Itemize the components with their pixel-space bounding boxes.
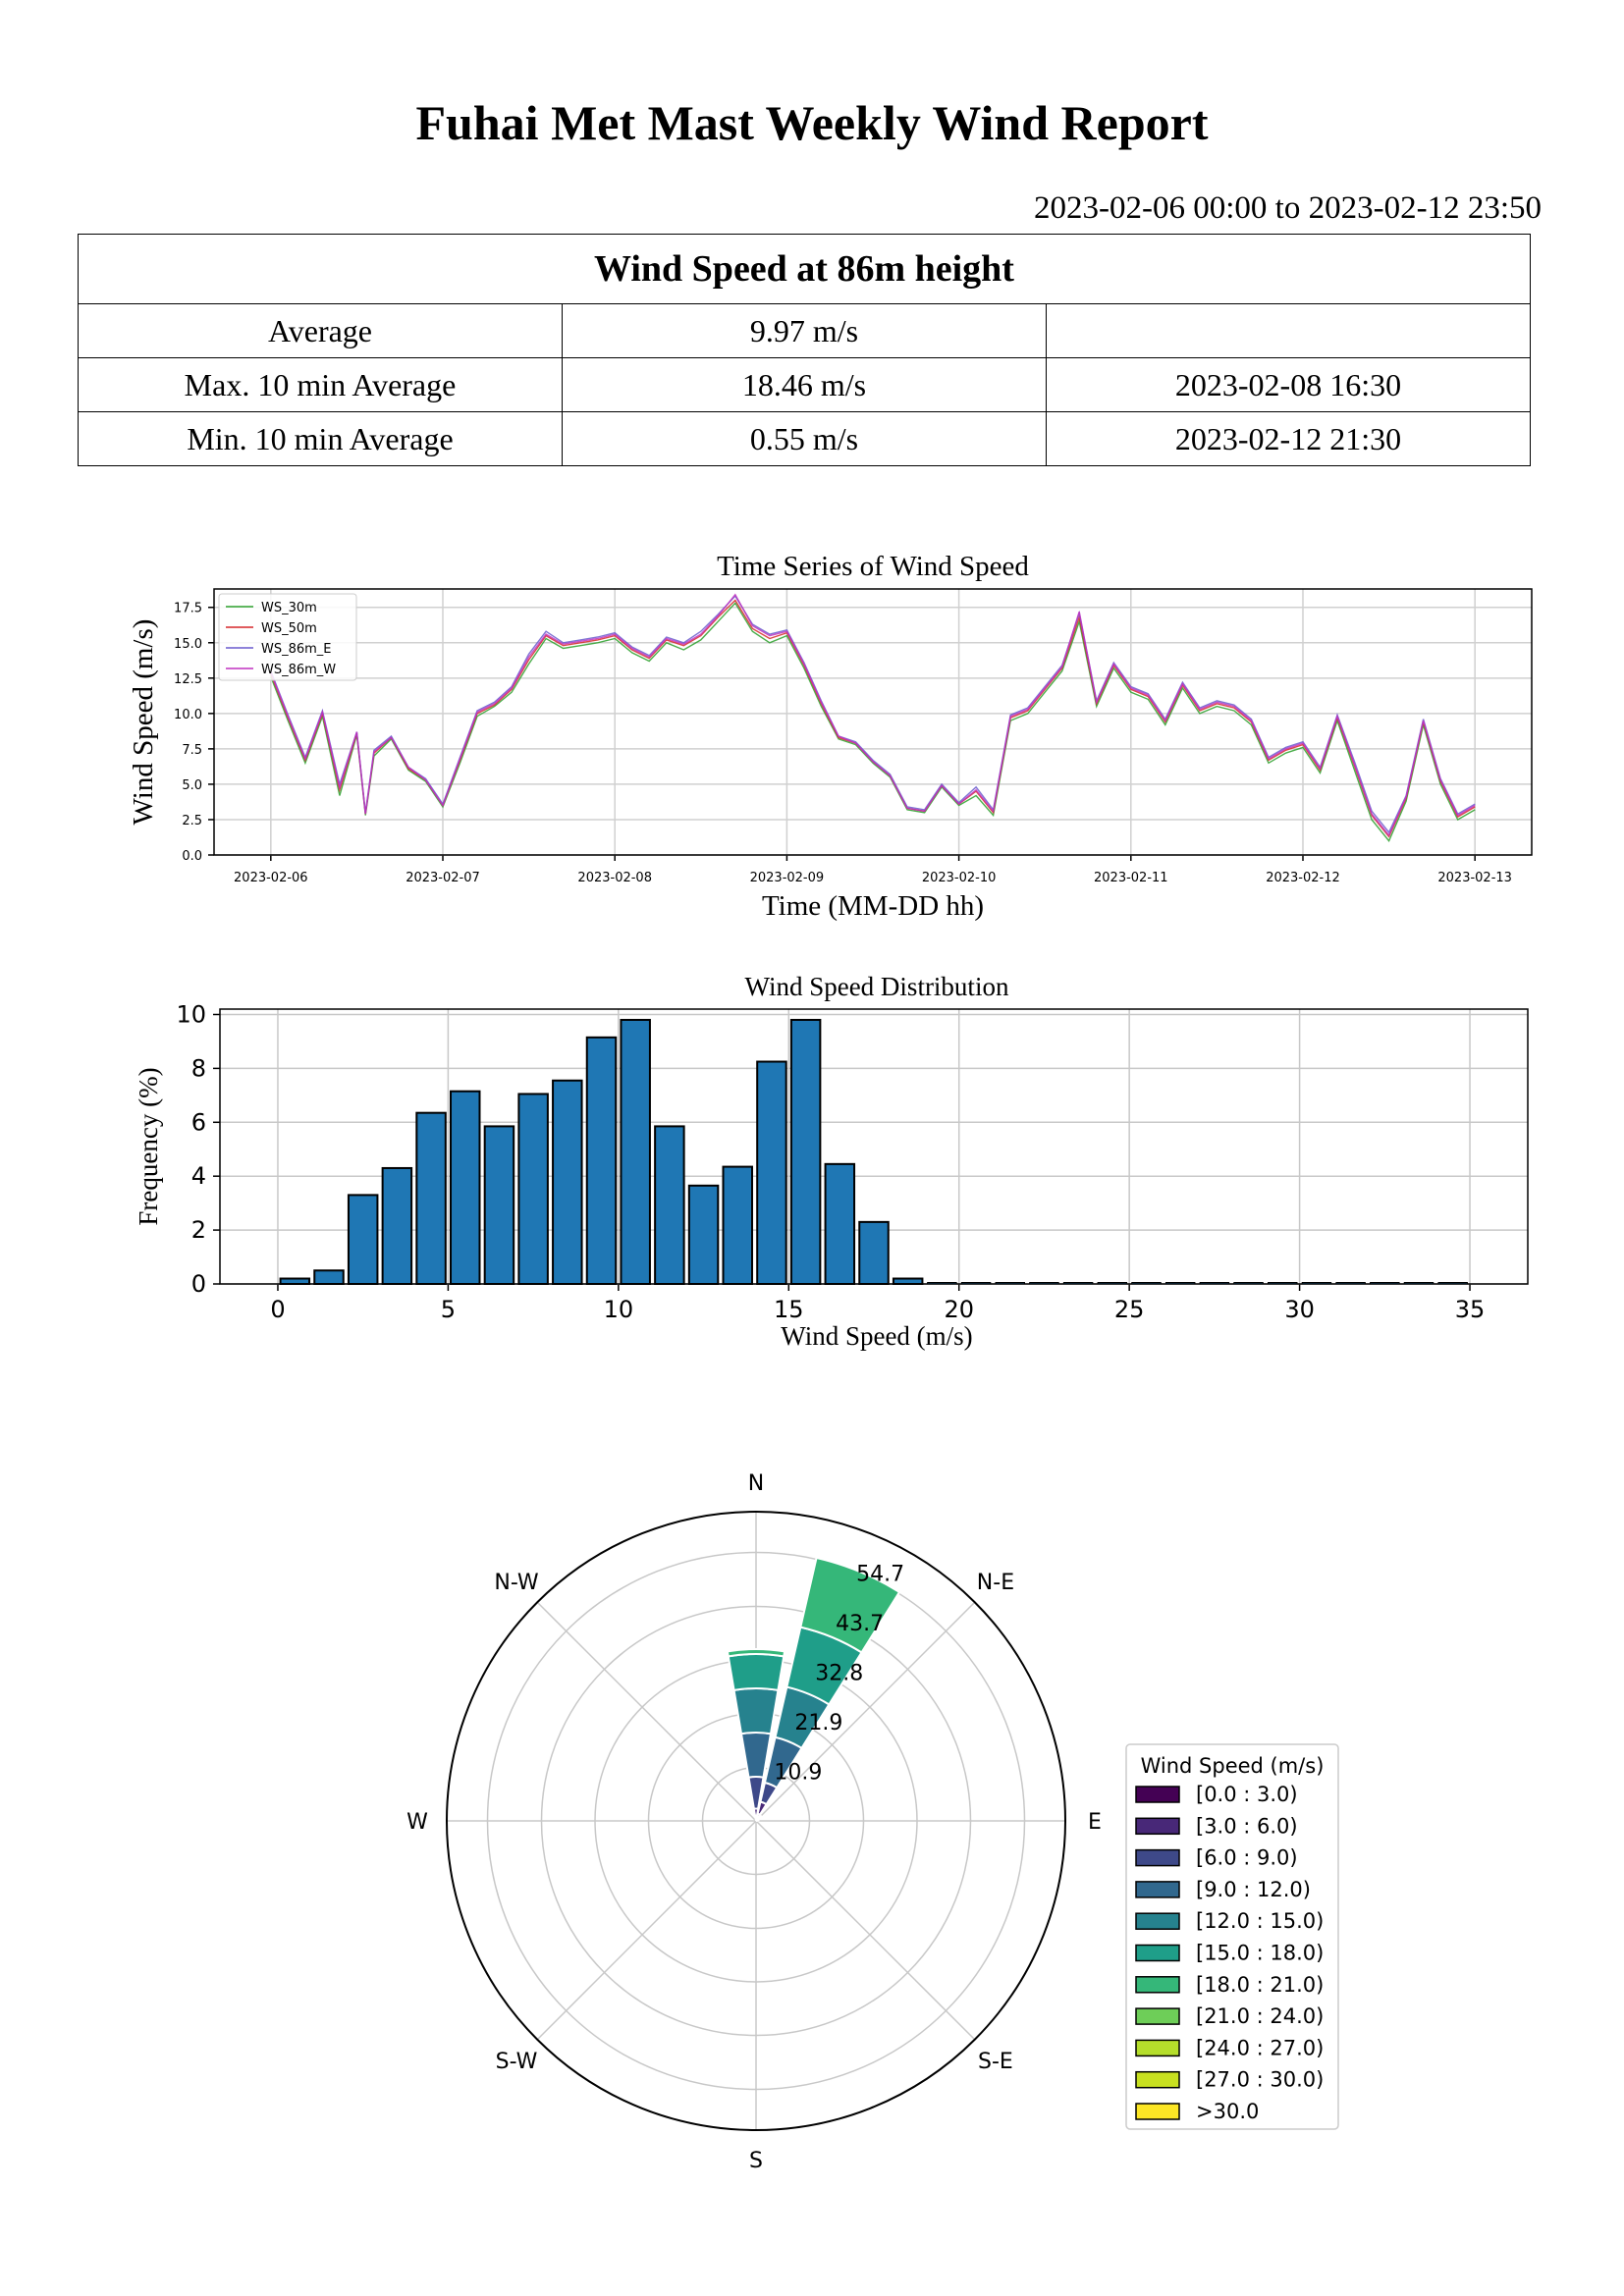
report-period: 2023-02-06 00:00 to 2023-02-12 23:50: [1034, 190, 1542, 226]
summary-value: 9.97 m/s: [563, 304, 1047, 358]
legend: [1126, 1744, 1338, 2129]
legend-swatch: [1136, 1882, 1179, 1897]
rose-segment: [729, 1654, 784, 1690]
radial-tick-label: 21.9: [794, 1710, 843, 1735]
radial-tick-label: 54.7: [856, 1562, 905, 1587]
y-tick-label: 0.0: [182, 849, 202, 864]
rose-segment: [759, 1815, 762, 1818]
legend-label: WS_30m: [261, 601, 317, 615]
y-tick-label: 5.0: [182, 777, 202, 793]
radial-tick-label: 10.9: [774, 1760, 823, 1786]
x-axis-label: Time (MM-DD hh): [761, 890, 985, 922]
x-tick-label: 30: [1284, 1296, 1315, 1323]
legend-swatch: [1136, 1946, 1179, 1961]
legend-label: WS_86m_W: [261, 663, 337, 677]
y-tick-label: 10: [176, 1000, 206, 1029]
summary-value: 0.55 m/s: [563, 412, 1047, 466]
summary-time: 2023-02-08 16:30: [1047, 358, 1531, 412]
direction-label: N-E: [976, 1571, 1015, 1596]
direction-label: N-W: [494, 1571, 539, 1596]
y-tick-label: 10.0: [174, 707, 202, 722]
rose-segment: [741, 1733, 771, 1778]
legend-label: [3.0 : 6.0): [1196, 1814, 1298, 1839]
legend-label: [12.0 : 15.0): [1196, 1909, 1325, 1934]
y-tick-label: 17.5: [174, 601, 202, 616]
legend-label: [18.0 : 21.0): [1196, 1972, 1325, 1997]
legend-swatch: [1136, 1977, 1179, 1993]
rose-segment: [758, 1820, 759, 1821]
legend-swatch: [1136, 1787, 1179, 1802]
direction-label: S-E: [978, 2049, 1013, 2074]
legend-label: [9.0 : 12.0): [1196, 1877, 1311, 1901]
rose-segment: [754, 1809, 758, 1819]
x-tick-label: 2023-02-11: [1094, 871, 1168, 885]
legend-swatch: [1136, 1913, 1179, 1929]
y-tick-label: 8: [190, 1054, 206, 1083]
legend-label: [0.0 : 3.0): [1196, 1783, 1298, 1806]
legend-swatch: [1136, 2072, 1179, 2088]
y-tick-label: 7.5: [182, 742, 202, 758]
direction-label: S: [749, 2149, 763, 2173]
y-tick-label: 4: [190, 1162, 206, 1191]
y-axis-label: Frequency (%): [134, 1067, 163, 1226]
angular-gridline: [537, 1602, 756, 1821]
direction-label: N: [747, 1471, 765, 1496]
direction-label: S-W: [495, 2049, 538, 2074]
y-tick-label: 0: [190, 1270, 206, 1298]
direction-label: E: [1088, 1810, 1102, 1835]
legend-swatch: [1136, 2008, 1179, 2024]
x-tick-label: 20: [944, 1296, 974, 1323]
y-tick-label: 2.5: [182, 813, 202, 828]
summary-label: Min. 10 min Average: [79, 412, 563, 466]
report-title: Fuhai Met Mast Weekly Wind Report: [415, 95, 1209, 150]
legend-label: [24.0 : 27.0): [1196, 2036, 1325, 2060]
legend-label: [21.0 : 24.0): [1196, 2004, 1325, 2029]
summary-label: Average: [79, 304, 563, 358]
x-tick-label: 2023-02-07: [406, 871, 480, 885]
summary-label: Max. 10 min Average: [79, 358, 563, 412]
legend-swatch: [1136, 2040, 1179, 2056]
legend-swatch: [1136, 1818, 1179, 1834]
x-tick-label: 10: [603, 1296, 634, 1323]
x-tick-label: 2023-02-08: [577, 871, 652, 885]
summary-header: Wind Speed at 86m height: [79, 235, 1531, 304]
y-tick-label: 6: [190, 1108, 206, 1137]
summary-value: 18.46 m/s: [563, 358, 1047, 412]
chart-title: Time Series of Wind Speed: [717, 551, 1029, 582]
x-tick-label: 2023-02-13: [1437, 871, 1512, 885]
x-tick-label: 2023-02-10: [921, 871, 997, 885]
legend-label: WS_86m_E: [261, 642, 332, 657]
summary-time: 2023-02-12 21:30: [1047, 412, 1531, 466]
legend-label: [6.0 : 9.0): [1196, 1845, 1298, 1870]
legend-label: >30.0: [1196, 2100, 1260, 2123]
angular-gridline: [537, 1821, 756, 2040]
x-tick-label: 5: [440, 1296, 457, 1323]
y-tick-label: 15.0: [174, 636, 202, 652]
x-axis-label: Wind Speed (m/s): [781, 1321, 973, 1351]
angular-gridline: [756, 1821, 975, 2040]
legend-label: [27.0 : 30.0): [1196, 2067, 1325, 2092]
x-tick-label: 35: [1454, 1296, 1486, 1323]
direction-label: W: [406, 1810, 428, 1835]
chart-title: Wind Speed Distribution: [744, 972, 1009, 1001]
y-tick-label: 12.5: [174, 671, 202, 687]
x-tick-label: 2023-02-06: [234, 871, 308, 885]
legend-swatch: [1136, 2104, 1179, 2119]
legend-title: Wind Speed (m/s): [1140, 1754, 1325, 1778]
x-tick-label: 2023-02-12: [1266, 871, 1340, 885]
rose-segment: [734, 1688, 779, 1734]
x-tick-label: 15: [774, 1296, 804, 1323]
legend-label: WS_50m: [261, 621, 317, 636]
x-tick-label: 0: [270, 1296, 286, 1323]
x-tick-label: 2023-02-09: [749, 871, 825, 885]
legend-label: [15.0 : 18.0): [1196, 1941, 1325, 1965]
radial-tick-label: 43.7: [836, 1612, 885, 1637]
radial-tick-label: 32.8: [815, 1661, 864, 1686]
y-axis-label: Wind Speed (m/s): [128, 618, 159, 826]
legend-swatch: [1136, 1850, 1179, 1866]
x-tick-label: 25: [1113, 1296, 1145, 1323]
y-tick-label: 2: [190, 1216, 206, 1245]
